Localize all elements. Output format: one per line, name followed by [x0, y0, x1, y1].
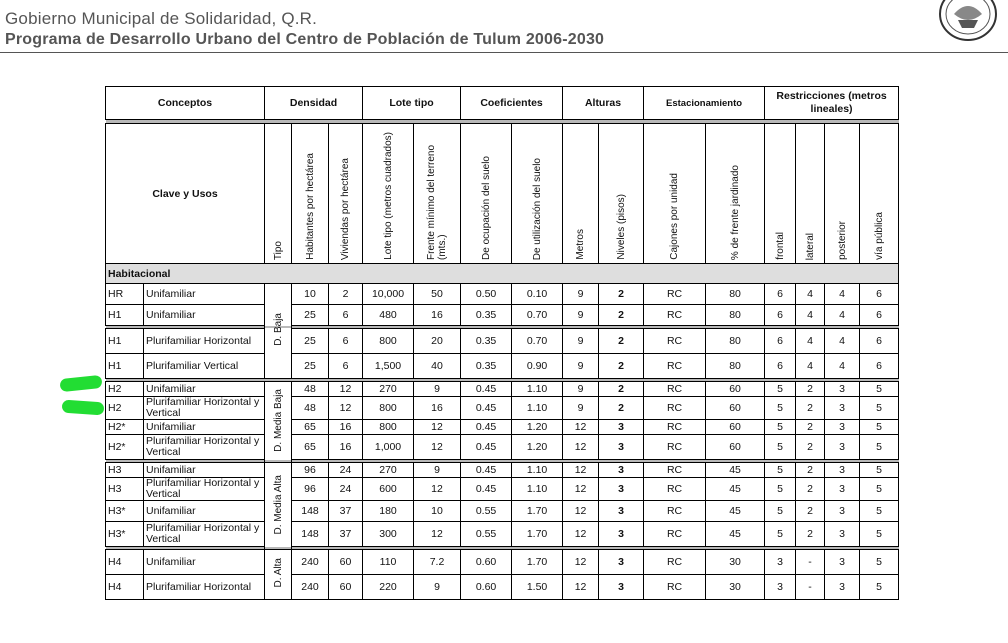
lote-cell: 800	[363, 397, 414, 420]
n-cell: 3	[599, 575, 644, 600]
fr-cell: 9	[414, 463, 461, 478]
cus-cell: 0.10	[512, 284, 563, 305]
zoning-table	[105, 86, 899, 600]
col-jardin: % de frente jardinado	[706, 124, 765, 264]
lote-cell: 220	[363, 575, 414, 600]
n-cell: 2	[599, 284, 644, 305]
group-coeficientes: Coeficientes	[461, 87, 563, 120]
fr-cell: 12	[414, 420, 461, 435]
v-cell: 5	[860, 550, 899, 575]
la-cell: 2	[796, 478, 825, 501]
col-via-publica: vía pública	[860, 124, 899, 264]
lote-cell: 300	[363, 522, 414, 547]
caj-cell: RC	[644, 522, 706, 547]
n-cell: 3	[599, 478, 644, 501]
m-cell: 9	[563, 305, 599, 326]
cos-cell: 0.35	[461, 305, 512, 326]
cos-cell: 0.55	[461, 522, 512, 547]
viv-cell: 16	[329, 435, 363, 460]
table-row	[106, 382, 899, 397]
n-cell: 3	[599, 522, 644, 547]
cus-cell: 1.70	[512, 501, 563, 522]
table-row	[106, 522, 899, 547]
group-header-row	[106, 87, 899, 120]
la-cell: 4	[796, 305, 825, 326]
p-cell: 3	[825, 575, 860, 600]
clave-cell: H1	[106, 354, 144, 379]
fr-cell: 12	[414, 435, 461, 460]
viv-cell: 12	[329, 382, 363, 397]
col-frente: Frente mínimo del terreno (mts.)	[414, 124, 461, 264]
fr-cell: 7.2	[414, 550, 461, 575]
fr-cell: 40	[414, 354, 461, 379]
caj-cell: RC	[644, 478, 706, 501]
table-row	[106, 420, 899, 435]
group-estacionamiento: Estacionamiento	[644, 87, 765, 120]
clave-cell: H1	[106, 329, 144, 354]
uso-cell: Unifamiliar	[144, 501, 265, 522]
j-cell: 80	[706, 329, 765, 354]
f-cell: 3	[765, 550, 796, 575]
cus-cell: 1.20	[512, 420, 563, 435]
p-cell: 3	[825, 397, 860, 420]
fr-cell: 9	[414, 382, 461, 397]
viv-cell: 6	[329, 329, 363, 354]
v-cell: 6	[860, 354, 899, 379]
fr-cell: 12	[414, 478, 461, 501]
col-clave-usos: Clave y Usos	[106, 124, 265, 264]
p-cell: 3	[825, 435, 860, 460]
j-cell: 80	[706, 284, 765, 305]
table-row	[106, 550, 899, 575]
f-cell: 6	[765, 354, 796, 379]
uso-cell: Unifamiliar	[144, 420, 265, 435]
caj-cell: RC	[644, 435, 706, 460]
viv-cell: 24	[329, 463, 363, 478]
f-cell: 5	[765, 397, 796, 420]
clave-cell: H3	[106, 463, 144, 478]
cos-cell: 0.60	[461, 550, 512, 575]
col-tipo: Tipo	[265, 124, 292, 264]
j-cell: 45	[706, 478, 765, 501]
table-row	[106, 478, 899, 501]
col-lote-m2: Lote tipo (metros cuadrados)	[363, 124, 414, 264]
col-viviendas: Viviendas por hectárea	[329, 124, 363, 264]
la-cell: -	[796, 575, 825, 600]
col-cajones: Cajones por unidad	[644, 124, 706, 264]
m-cell: 12	[563, 420, 599, 435]
section-row	[106, 264, 899, 284]
v-cell: 5	[860, 435, 899, 460]
cus-cell: 1.20	[512, 435, 563, 460]
la-cell: 2	[796, 463, 825, 478]
uso-cell: Unifamiliar	[144, 463, 265, 478]
caj-cell: RC	[644, 284, 706, 305]
v-cell: 5	[860, 501, 899, 522]
j-cell: 60	[706, 397, 765, 420]
hab-cell: 240	[292, 575, 329, 600]
j-cell: 45	[706, 522, 765, 547]
group-restricciones: Restricciones (metros lineales)	[765, 87, 899, 120]
hab-cell: 48	[292, 382, 329, 397]
table-row	[106, 501, 899, 522]
header-program-title: Programa de Desarrollo Urbano del Centro de Población de Tulum 2006-2030	[5, 31, 605, 48]
cos-cell: 0.45	[461, 382, 512, 397]
caj-cell: RC	[644, 420, 706, 435]
p-cell: 3	[825, 420, 860, 435]
v-cell: 6	[860, 329, 899, 354]
cus-cell: 0.70	[512, 305, 563, 326]
fr-cell: 50	[414, 284, 461, 305]
tipo-label: D. Media Alta	[272, 474, 284, 535]
cus-cell: 1.50	[512, 575, 563, 600]
clave-cell: H3	[106, 478, 144, 501]
group-alturas: Alturas	[563, 87, 644, 120]
municipal-seal-logo	[936, 0, 1000, 42]
m-cell: 9	[563, 354, 599, 379]
cos-cell: 0.45	[461, 397, 512, 420]
cus-cell: 0.90	[512, 354, 563, 379]
uso-cell: Plurifamiliar Horizontal y Vertical	[144, 522, 265, 547]
hab-cell: 48	[292, 397, 329, 420]
clave-cell: H2	[106, 382, 144, 397]
tipo-label: D. Alta	[272, 558, 284, 588]
la-cell: 4	[796, 329, 825, 354]
la-cell: -	[796, 550, 825, 575]
table-row	[106, 435, 899, 460]
j-cell: 45	[706, 501, 765, 522]
m-cell: 12	[563, 478, 599, 501]
hab-cell: 240	[292, 550, 329, 575]
cus-cell: 1.70	[512, 550, 563, 575]
n-cell: 3	[599, 435, 644, 460]
m-cell: 12	[563, 463, 599, 478]
j-cell: 30	[706, 550, 765, 575]
v-cell: 5	[860, 420, 899, 435]
lote-cell: 270	[363, 463, 414, 478]
la-cell: 2	[796, 522, 825, 547]
la-cell: 2	[796, 435, 825, 460]
uso-cell: Unifamiliar	[144, 305, 265, 326]
table-row	[106, 329, 899, 354]
j-cell: 60	[706, 382, 765, 397]
f-cell: 3	[765, 575, 796, 600]
m-cell: 9	[563, 397, 599, 420]
j-cell: 30	[706, 575, 765, 600]
p-cell: 3	[825, 522, 860, 547]
tipo-cell	[265, 382, 292, 463]
uso-cell: Plurifamiliar Vertical	[144, 354, 265, 379]
lote-cell: 800	[363, 420, 414, 435]
v-cell: 5	[860, 478, 899, 501]
column-header-row	[106, 124, 899, 264]
col-metros: Metros	[563, 124, 599, 264]
uso-cell: Unifamiliar	[144, 382, 265, 397]
table-row	[106, 463, 899, 478]
tipo-cell	[265, 284, 292, 379]
cos-cell: 0.35	[461, 329, 512, 354]
table-row	[106, 354, 899, 379]
cus-cell: 1.10	[512, 463, 563, 478]
la-cell: 2	[796, 397, 825, 420]
p-cell: 4	[825, 354, 860, 379]
col-habitantes: Habitantes por hectárea	[292, 124, 329, 264]
uso-cell: Unifamiliar	[144, 550, 265, 575]
section-habitacional: Habitacional	[106, 264, 899, 284]
clave-cell: H2*	[106, 420, 144, 435]
la-cell: 2	[796, 382, 825, 397]
cos-cell: 0.35	[461, 354, 512, 379]
hab-cell: 148	[292, 522, 329, 547]
v-cell: 5	[860, 575, 899, 600]
lote-cell: 270	[363, 382, 414, 397]
clave-cell: H3*	[106, 522, 144, 547]
cos-cell: 0.60	[461, 575, 512, 600]
viv-cell: 60	[329, 575, 363, 600]
fr-cell: 12	[414, 522, 461, 547]
group-conceptos: Conceptos	[106, 87, 265, 120]
viv-cell: 24	[329, 478, 363, 501]
j-cell: 80	[706, 354, 765, 379]
p-cell: 3	[825, 550, 860, 575]
la-cell: 4	[796, 284, 825, 305]
tipo-cell	[265, 550, 292, 600]
f-cell: 5	[765, 420, 796, 435]
p-cell: 4	[825, 284, 860, 305]
caj-cell: RC	[644, 305, 706, 326]
cos-cell: 0.45	[461, 435, 512, 460]
clave-cell: H3*	[106, 501, 144, 522]
cus-cell: 1.10	[512, 397, 563, 420]
highlight-mark	[62, 400, 105, 416]
uso-cell: Plurifamiliar Horizontal y Vertical	[144, 478, 265, 501]
fr-cell: 9	[414, 575, 461, 600]
n-cell: 2	[599, 382, 644, 397]
la-cell: 4	[796, 354, 825, 379]
caj-cell: RC	[644, 501, 706, 522]
cos-cell: 0.45	[461, 463, 512, 478]
col-lateral: lateral	[796, 124, 825, 264]
m-cell: 9	[563, 329, 599, 354]
p-cell: 3	[825, 382, 860, 397]
table-row	[106, 305, 899, 326]
j-cell: 60	[706, 435, 765, 460]
n-cell: 3	[599, 550, 644, 575]
f-cell: 5	[765, 501, 796, 522]
v-cell: 5	[860, 463, 899, 478]
table-row	[106, 575, 899, 600]
hab-cell: 25	[292, 305, 329, 326]
j-cell: 60	[706, 420, 765, 435]
la-cell: 2	[796, 501, 825, 522]
lote-cell: 1,000	[363, 435, 414, 460]
clave-cell: H1	[106, 305, 144, 326]
j-cell: 45	[706, 463, 765, 478]
n-cell: 2	[599, 305, 644, 326]
lote-cell: 800	[363, 329, 414, 354]
header-divider	[0, 52, 1008, 53]
lote-cell: 1,500	[363, 354, 414, 379]
col-posterior: posterior	[825, 124, 860, 264]
uso-cell: Plurifamiliar Horizontal	[144, 575, 265, 600]
cus-cell: 1.10	[512, 382, 563, 397]
caj-cell: RC	[644, 382, 706, 397]
f-cell: 5	[765, 522, 796, 547]
viv-cell: 16	[329, 420, 363, 435]
viv-cell: 12	[329, 397, 363, 420]
cos-cell: 0.50	[461, 284, 512, 305]
n-cell: 2	[599, 354, 644, 379]
v-cell: 5	[860, 382, 899, 397]
la-cell: 2	[796, 420, 825, 435]
lote-cell: 110	[363, 550, 414, 575]
viv-cell: 37	[329, 501, 363, 522]
tipo-cell	[265, 463, 292, 550]
v-cell: 5	[860, 397, 899, 420]
hab-cell: 148	[292, 501, 329, 522]
clave-cell: H4	[106, 575, 144, 600]
f-cell: 5	[765, 382, 796, 397]
hab-cell: 96	[292, 478, 329, 501]
hab-cell: 96	[292, 463, 329, 478]
table-row	[106, 397, 899, 420]
caj-cell: RC	[644, 550, 706, 575]
fr-cell: 10	[414, 501, 461, 522]
viv-cell: 6	[329, 305, 363, 326]
header-municipality: Gobierno Municipal de Solidaridad, Q.R.	[5, 9, 318, 28]
fr-cell: 16	[414, 305, 461, 326]
f-cell: 6	[765, 284, 796, 305]
clave-cell: H2*	[106, 435, 144, 460]
cos-cell: 0.55	[461, 501, 512, 522]
clave-cell: HR	[106, 284, 144, 305]
uso-cell: Plurifamiliar Horizontal y Vertical	[144, 435, 265, 460]
f-cell: 5	[765, 478, 796, 501]
col-niveles: Niveles (pisos)	[599, 124, 644, 264]
caj-cell: RC	[644, 397, 706, 420]
v-cell: 5	[860, 522, 899, 547]
lote-cell: 10,000	[363, 284, 414, 305]
lote-cell: 480	[363, 305, 414, 326]
hab-cell: 65	[292, 420, 329, 435]
uso-cell: Plurifamiliar Horizontal	[144, 329, 265, 354]
m-cell: 12	[563, 435, 599, 460]
cos-cell: 0.45	[461, 478, 512, 501]
f-cell: 5	[765, 435, 796, 460]
n-cell: 2	[599, 329, 644, 354]
cus-cell: 0.70	[512, 329, 563, 354]
f-cell: 6	[765, 329, 796, 354]
v-cell: 6	[860, 284, 899, 305]
p-cell: 3	[825, 478, 860, 501]
table-row	[106, 284, 899, 305]
n-cell: 2	[599, 397, 644, 420]
highlight-mark	[59, 375, 102, 392]
m-cell: 12	[563, 501, 599, 522]
lote-cell: 600	[363, 478, 414, 501]
caj-cell: RC	[644, 354, 706, 379]
j-cell: 80	[706, 305, 765, 326]
hab-cell: 25	[292, 329, 329, 354]
tipo-label: D. Media Baja	[272, 389, 284, 452]
group-densidad: Densidad	[265, 87, 363, 120]
f-cell: 5	[765, 463, 796, 478]
fr-cell: 16	[414, 397, 461, 420]
v-cell: 6	[860, 305, 899, 326]
hab-cell: 65	[292, 435, 329, 460]
caj-cell: RC	[644, 575, 706, 600]
m-cell: 9	[563, 382, 599, 397]
hab-cell: 10	[292, 284, 329, 305]
n-cell: 3	[599, 463, 644, 478]
n-cell: 3	[599, 501, 644, 522]
f-cell: 6	[765, 305, 796, 326]
n-cell: 3	[599, 420, 644, 435]
group-lote: Lote tipo	[363, 87, 461, 120]
cus-cell: 1.70	[512, 522, 563, 547]
p-cell: 3	[825, 501, 860, 522]
p-cell: 4	[825, 329, 860, 354]
clave-cell: H4	[106, 550, 144, 575]
m-cell: 12	[563, 575, 599, 600]
tipo-label: D. Baja	[272, 313, 284, 346]
col-frontal: frontal	[765, 124, 796, 264]
p-cell: 4	[825, 305, 860, 326]
m-cell: 9	[563, 284, 599, 305]
viv-cell: 37	[329, 522, 363, 547]
caj-cell: RC	[644, 463, 706, 478]
m-cell: 12	[563, 550, 599, 575]
viv-cell: 2	[329, 284, 363, 305]
lote-cell: 180	[363, 501, 414, 522]
m-cell: 12	[563, 522, 599, 547]
col-cos: De ocupación del suelo	[461, 124, 512, 264]
viv-cell: 6	[329, 354, 363, 379]
uso-cell: Unifamiliar	[144, 284, 265, 305]
p-cell: 3	[825, 463, 860, 478]
cos-cell: 0.45	[461, 420, 512, 435]
uso-cell: Plurifamiliar Horizontal y Vertical	[144, 397, 265, 420]
fr-cell: 20	[414, 329, 461, 354]
col-cus: De utilización del suelo	[512, 124, 563, 264]
clave-cell: H2	[106, 397, 144, 420]
hab-cell: 25	[292, 354, 329, 379]
cus-cell: 1.10	[512, 478, 563, 501]
viv-cell: 60	[329, 550, 363, 575]
caj-cell: RC	[644, 329, 706, 354]
